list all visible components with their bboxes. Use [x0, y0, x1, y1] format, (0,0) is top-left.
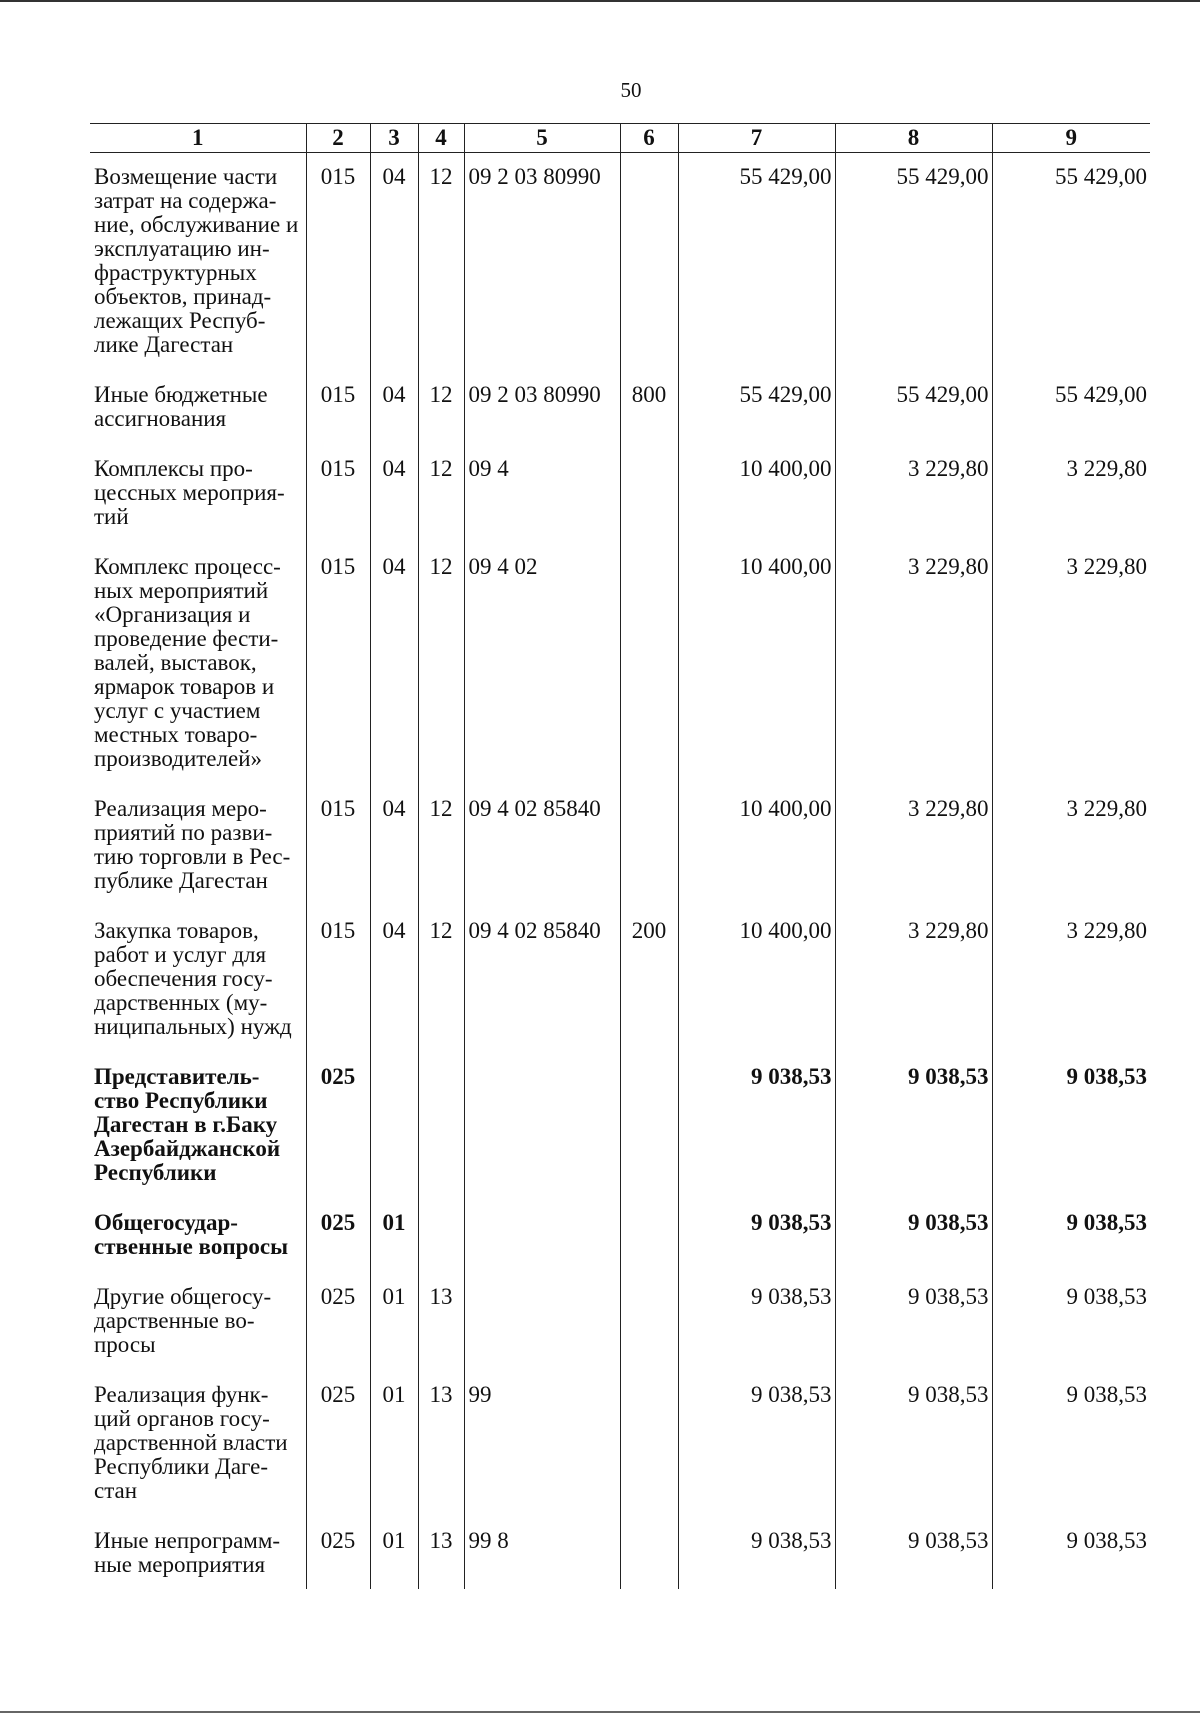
subsection-code: 12	[418, 371, 464, 445]
table-row	[90, 1199, 1150, 1273]
grbs-code: 025	[306, 1199, 370, 1273]
amount-col-9: 3 229,80	[992, 543, 1150, 785]
header-col-9: 9	[992, 124, 1150, 153]
amount-col-7: 55 429,00	[678, 371, 835, 445]
subsection-code	[418, 1053, 464, 1199]
amount-col-9: 9 038,53	[992, 1053, 1150, 1199]
page-number: 50	[620, 78, 642, 102]
section-code: 04	[370, 907, 418, 1053]
expense-type-code	[620, 153, 678, 372]
amount-col-9: 3 229,80	[992, 445, 1150, 543]
amount-col-7: 9 038,53	[678, 1053, 835, 1199]
item-name: Закупка товаров, работ и услуг для обеспечения госу-дарственных (му-ниципальных) нужд	[94, 918, 292, 1039]
subsection-code: 12	[418, 543, 464, 785]
amount-col-7: 9 038,53	[678, 1517, 835, 1589]
target-article-code: 09 4 02 85840	[464, 785, 620, 907]
table-row	[90, 1273, 1150, 1371]
amount-col-7: 10 400,00	[678, 543, 835, 785]
amount-col-7: 10 400,00	[678, 785, 835, 907]
expense-type-code	[620, 1273, 678, 1371]
table-header	[90, 124, 1150, 153]
grbs-code: 015	[306, 907, 370, 1053]
expense-type-code	[620, 543, 678, 785]
section-code: 01	[370, 1199, 418, 1273]
grbs-code: 015	[306, 371, 370, 445]
amount-col-7: 9 038,53	[678, 1199, 835, 1273]
amount-col-8: 3 229,80	[835, 445, 992, 543]
item-name: Реализация меро-приятий по разви-тию торговли в Рес-публике Дагестан	[94, 796, 291, 893]
amount-col-9: 55 429,00	[992, 371, 1150, 445]
item-name: Комплексы про-цессных мероприя-тий	[94, 456, 285, 529]
target-article-code: 09 2 03 80990	[464, 153, 620, 372]
amount-col-8: 55 429,00	[835, 371, 992, 445]
subsection-code: 13	[418, 1371, 464, 1517]
item-name: Иные бюджетные ассигнования	[94, 382, 268, 431]
grbs-code: 025	[306, 1273, 370, 1371]
header-col-1: 1	[90, 124, 306, 153]
table-row	[90, 445, 1150, 543]
amount-col-7: 10 400,00	[678, 907, 835, 1053]
expense-type-code	[620, 1371, 678, 1517]
table-row	[90, 785, 1150, 907]
target-article-code: 09 4 02 85840	[464, 907, 620, 1053]
amount-col-8: 55 429,00	[835, 153, 992, 372]
section-code: 01	[370, 1273, 418, 1371]
section-code: 01	[370, 1517, 418, 1589]
section-code: 04	[370, 785, 418, 907]
item-name: Возмещение части затрат на содержа-ние, обслуживание и эксплуатацию ин-фраструктурных объектов, принад-лежащих Респуб-лике Дагестан	[94, 164, 299, 357]
amount-col-8: 9 038,53	[835, 1199, 992, 1273]
subsection-code: 12	[418, 445, 464, 543]
amount-col-7: 9 038,53	[678, 1273, 835, 1371]
section-code: 04	[370, 371, 418, 445]
table-row	[90, 907, 1150, 1053]
grbs-code: 025	[306, 1517, 370, 1589]
header-row	[90, 124, 1150, 153]
target-article-code	[464, 1053, 620, 1199]
amount-col-8: 9 038,53	[835, 1371, 992, 1517]
grbs-code: 015	[306, 785, 370, 907]
target-article-code	[464, 1273, 620, 1371]
target-article-code: 99	[464, 1371, 620, 1517]
amount-col-7: 10 400,00	[678, 445, 835, 543]
amount-col-9: 55 429,00	[992, 153, 1150, 372]
item-name: Реализация функ-ций органов госу-дарственной власти Республики Даге-стан	[94, 1382, 288, 1503]
budget-allocation-table	[90, 123, 1150, 1589]
header-col-8: 8	[835, 124, 992, 153]
subsection-code: 13	[418, 1273, 464, 1371]
amount-col-8: 9 038,53	[835, 1273, 992, 1371]
amount-col-8: 3 229,80	[835, 907, 992, 1053]
scan-bottom-border	[0, 1711, 1200, 1713]
amount-col-8: 9 038,53	[835, 1053, 992, 1199]
grbs-code: 015	[306, 153, 370, 372]
amount-col-7: 55 429,00	[678, 153, 835, 372]
item-name: Общегосудар-ственные вопросы	[94, 1210, 289, 1259]
item-name: Другие общегосу-дарственные во-просы	[94, 1284, 272, 1357]
expense-type-code: 800	[620, 371, 678, 445]
expense-type-code	[620, 785, 678, 907]
grbs-code: 015	[306, 445, 370, 543]
table-row	[90, 153, 1150, 372]
expense-type-code	[620, 1053, 678, 1199]
target-article-code: 09 4	[464, 445, 620, 543]
item-name: Комплекс процесс-ных мероприятий «Организация и проведение фести-валей, выставок, ярмарок товаров и услуг с участием местных товаро-производителей»	[94, 554, 281, 771]
grbs-code: 015	[306, 543, 370, 785]
amount-col-9: 9 038,53	[992, 1199, 1150, 1273]
subsection-code: 12	[418, 153, 464, 372]
expense-type-code: 200	[620, 907, 678, 1053]
item-name: Представитель-ство Республики Дагестан в г.Баку Азербайджанской Республики	[94, 1064, 281, 1185]
header-col-4: 4	[418, 124, 464, 153]
amount-col-9: 9 038,53	[992, 1517, 1150, 1589]
table-row	[90, 1517, 1150, 1589]
amount-col-7: 9 038,53	[678, 1371, 835, 1517]
table-row	[90, 543, 1150, 785]
amount-col-9: 3 229,80	[992, 785, 1150, 907]
target-article-code	[464, 1199, 620, 1273]
scan-top-border	[0, 0, 1200, 2]
item-name: Иные непрограмм-ные мероприятия	[94, 1528, 281, 1577]
amount-col-8: 9 038,53	[835, 1517, 992, 1589]
expense-type-code	[620, 445, 678, 543]
target-article-code: 09 2 03 80990	[464, 371, 620, 445]
expense-type-code	[620, 1517, 678, 1589]
amount-col-9: 9 038,53	[992, 1273, 1150, 1371]
section-code: 01	[370, 1371, 418, 1517]
target-article-code: 09 4 02	[464, 543, 620, 785]
amount-col-8: 3 229,80	[835, 543, 992, 785]
table-row	[90, 1053, 1150, 1199]
amount-col-9: 9 038,53	[992, 1371, 1150, 1517]
amount-col-8: 3 229,80	[835, 785, 992, 907]
table-row	[90, 1371, 1150, 1517]
section-code: 04	[370, 543, 418, 785]
amount-col-9: 3 229,80	[992, 907, 1150, 1053]
header-col-2: 2	[306, 124, 370, 153]
target-article-code: 99 8	[464, 1517, 620, 1589]
section-code	[370, 1053, 418, 1199]
section-code: 04	[370, 445, 418, 543]
header-col-6: 6	[620, 124, 678, 153]
header-col-3: 3	[370, 124, 418, 153]
grbs-code: 025	[306, 1371, 370, 1517]
header-col-7: 7	[678, 124, 835, 153]
header-col-5: 5	[464, 124, 620, 153]
grbs-code: 025	[306, 1053, 370, 1199]
subsection-code: 12	[418, 785, 464, 907]
table-body	[90, 153, 1150, 1590]
subsection-code: 13	[418, 1517, 464, 1589]
expense-type-code	[620, 1199, 678, 1273]
subsection-code	[418, 1199, 464, 1273]
subsection-code: 12	[418, 907, 464, 1053]
table-row	[90, 371, 1150, 445]
section-code: 04	[370, 153, 418, 372]
